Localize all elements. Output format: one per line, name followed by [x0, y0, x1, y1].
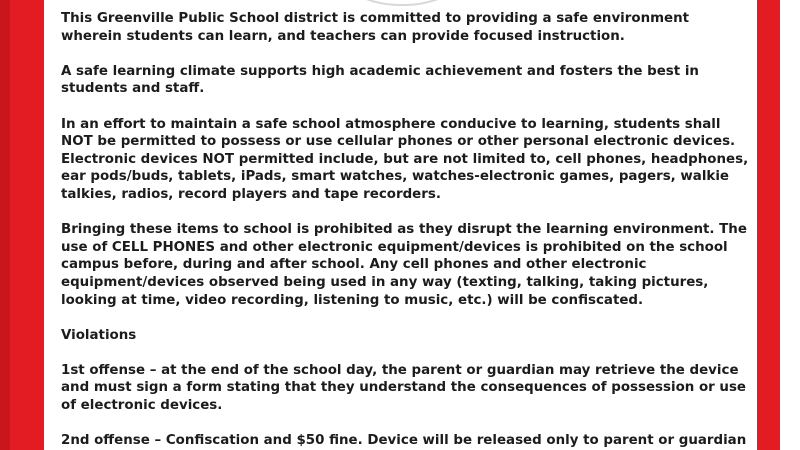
- policy-text: [61, 10, 751, 450]
- top-emblem-outline: [300, 0, 504, 6]
- prohibition-paragraph: Bringing these items to school is prohibited as they disrupt the learning environment. The use of CELL PHONES and other electronic equipment/devices is prohibited on the school campus before, during and after school. Any cell phones and other electronic equipment/devices observed being used in any way (texting, talking, taking pictures, looking at time, video recording, listening to music, etc.) will be confiscated.: [61, 222, 747, 308]
- violations-heading: Violations: [61, 327, 137, 343]
- climate-paragraph: A safe learning climate supports high academic achievement and fosters the best in students and staff.: [61, 63, 699, 97]
- devices-paragraph: In an effort to maintain a safe school atmosphere conducive to learning, students shall NOT be permitted to possess or use cellular phones or other personal electronic devices. Electronic devices NOT permitted include, but are not limited to, cell phones, headphones, ear pods/buds, tablets, iPads, smart watches, watches-electronic games, pagers, walkie talkies, radios, record players and tape recorders.: [61, 116, 749, 202]
- left-border-edge: [0, 0, 10, 450]
- right-margin: [780, 0, 800, 450]
- intro-paragraph: This Greenville Public School district is committed to providing a safe environment wherein students can learn, and teachers can provide focused instruction.: [61, 11, 690, 44]
- second-offense: 2nd offense – Confiscation and $50 fine. Device will be released only to parent or guardian: [61, 433, 747, 449]
- first-offense: 1st offense – at the end of the school day, the parent or guardian may retrieve the device and must sign a form stating that they understand the consequences of possession or use of electronic devices.: [61, 362, 747, 414]
